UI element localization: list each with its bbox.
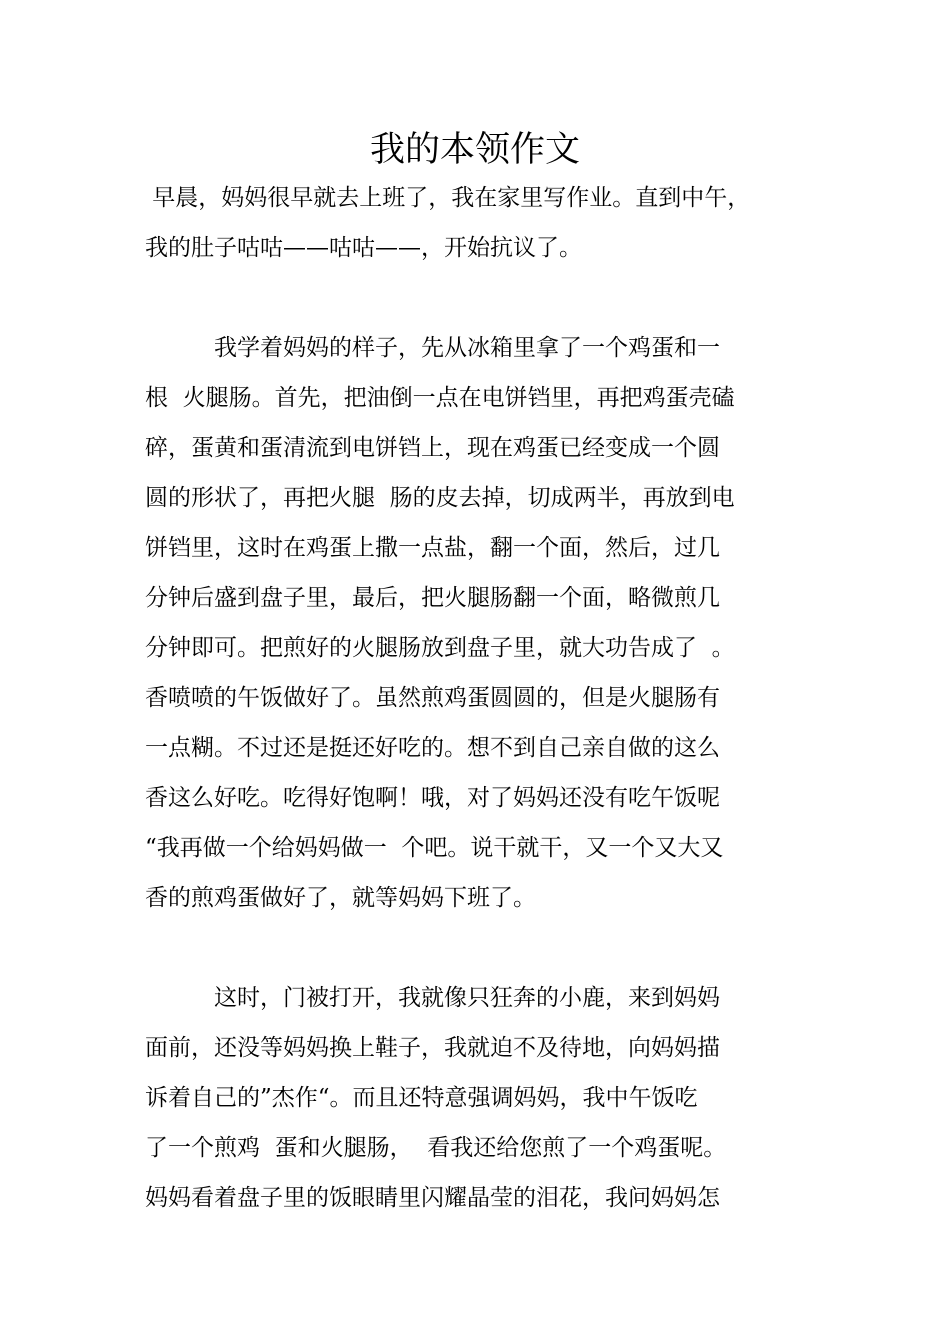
- text-line: 碎，蛋黄和蛋清流到电饼铛上，现在鸡蛋已经变成一个圆: [145, 435, 720, 461]
- text-line: 香喷喷的午饭做好了。虽然煎鸡蛋圆圆的，但是火腿肠有: [145, 685, 720, 711]
- text-line: 饼铛里，这时在鸡蛋上撒一点盐，翻一个面，然后，过几: [145, 535, 720, 561]
- text-line: “我再做一个给妈妈做一 个吧。说干就干，又一个又大又: [145, 835, 724, 861]
- document-title: 我的本领作文: [369, 130, 580, 170]
- text-line: 分钟即可。把煎好的火腿肠放到盘子里，就大功告成了 。: [145, 635, 735, 661]
- text-line: 妈妈看着盘子里的饭眼睛里闪耀晶莹的泪花，我问妈妈怎: [145, 1185, 720, 1211]
- text-line: 早晨，妈妈很早就去上班了，我在家里写作业。直到中午，: [145, 185, 751, 211]
- text-line: 这时，门被打开，我就像只狂奔的小鹿，来到妈妈: [145, 985, 720, 1011]
- text-line: 圆的形状了，再把火腿 肠的皮去掉，切成两半，再放到电: [145, 485, 735, 511]
- text-line: 诉着自己的”杰作“。而且还特意强调妈妈，我中午饭吃: [145, 1085, 698, 1111]
- text-line: 我学着妈妈的样子，先从冰箱里拿了一个鸡蛋和一: [145, 335, 720, 361]
- text-line: 香这么好吃。吃得好饱啊！哦，对了妈妈还没有吃午饭呢: [145, 785, 720, 811]
- text-line: 我的肚子咕咕——咕咕——，开始抗议了。: [145, 235, 582, 261]
- text-line: 了一个煎鸡 蛋和火腿肠， 看我还给您煎了一个鸡蛋呢。: [145, 1135, 727, 1161]
- text-line: 面前，还没等妈妈换上鞋子，我就迫不及待地，向妈妈描: [145, 1035, 720, 1061]
- text-line: 一点糊。不过还是挺还好吃的。想不到自己亲自做的这么: [145, 735, 720, 761]
- text-line: 根 火腿肠。首先，把油倒一点在电饼铛里，再把鸡蛋壳磕: [145, 385, 735, 411]
- text-line: 香的煎鸡蛋做好了，就等妈妈下班了。: [145, 885, 536, 911]
- text-line: 分钟后盛到盘子里，最后，把火腿肠翻一个面，略微煎几: [145, 585, 720, 611]
